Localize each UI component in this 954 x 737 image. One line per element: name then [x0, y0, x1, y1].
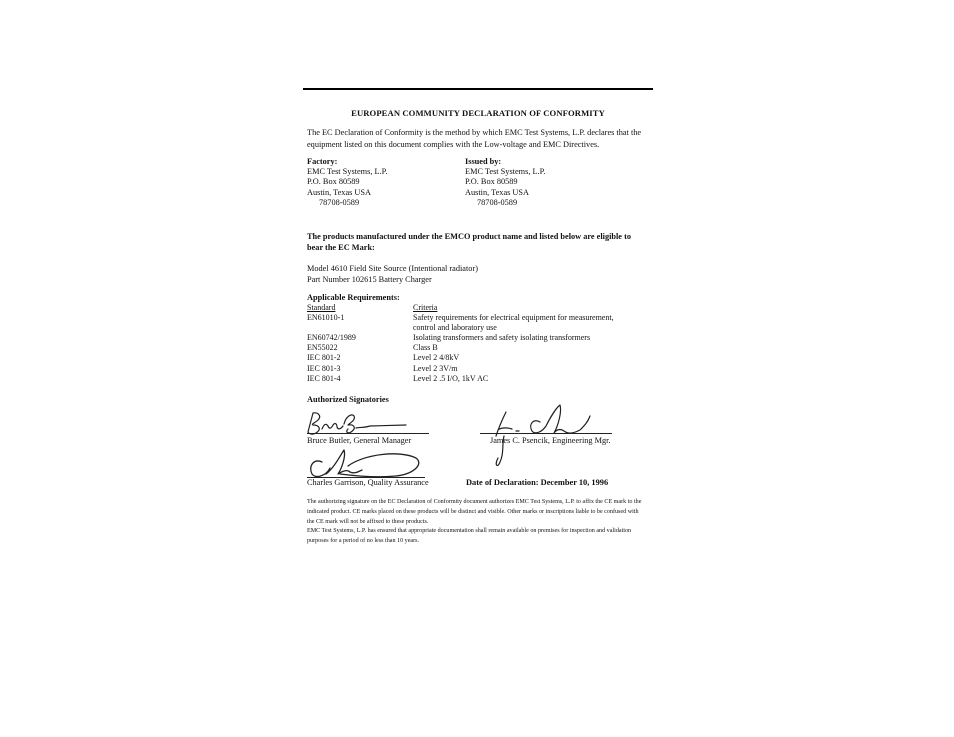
intro-paragraph: The EC Declaration of Conformity is the method by which EMC Test Systems, L.P. declares that the equipment listed on this document complies with the Low-voltage and EMC Directives.: [307, 128, 642, 149]
footnote-paragraph: The authorizing signature on the EC Declaration of Conformity document authorizes EMC Test Systems, L.P. to affix the CE mark to the indicated product. CE marks placed on these products will be distinct and visible. Other marks or inscriptions liable to be confused with the CE mark will not be affixed to these products.: [307, 499, 642, 525]
issued-by-heading: Issued by:: [465, 157, 502, 166]
standard-cell: EN55022: [307, 343, 338, 353]
requirements-table: [307, 303, 633, 384]
criteria-cell: Class B: [413, 343, 438, 353]
eligible-statement: The products manufactured under the EMCO product name and listed below are eligible to bear the EC Mark:: [307, 232, 631, 252]
factory-line: P.O. Box 80589: [307, 177, 360, 187]
factory-line: Austin, Texas USA: [307, 187, 372, 197]
criteria-cell: Level 2 4/8kV: [413, 353, 460, 363]
requirement-row: [307, 313, 633, 333]
requirement-row: [307, 353, 633, 363]
criteria-cell: Level 2 .5 I/O, 1kV AC: [413, 373, 489, 383]
issued-by-line: P.O. Box 80589: [465, 177, 518, 187]
requirement-row: [307, 333, 633, 343]
standard-cell: EN61010-1: [307, 313, 345, 323]
date-of-declaration: Date of Declaration: December 10, 1996: [466, 478, 609, 487]
product-item: Model 4610 Field Site Source (Intentional radiator): [307, 264, 478, 273]
factory-address: [307, 157, 387, 208]
issued-by-line: 78708-0589: [477, 197, 518, 207]
criteria-cell: Isolating transformers and safety isolating transformers: [413, 333, 591, 343]
factory-line: EMC Test Systems, L.P.: [307, 167, 388, 177]
butler-signature-line: [307, 433, 429, 434]
product-item: Part Number 102615 Battery Charger: [307, 274, 432, 284]
top-rule: [303, 88, 653, 90]
requirements-heading: Applicable Requirements:: [307, 293, 400, 302]
factory-line: 78708-0589: [319, 197, 360, 207]
requirement-row: [307, 374, 633, 384]
requirement-row: [307, 343, 633, 353]
standard-cell: EN60742/1989: [307, 333, 356, 343]
butler-signer-name: Bruce Butler, General Manager: [307, 436, 412, 445]
standard-column-header: Standard: [307, 303, 336, 312]
psencik-signer-name: James C. Psencik, Engineering Mgr.: [490, 436, 611, 445]
issued-by-line: Austin, Texas USA: [465, 187, 530, 197]
requirements-header-row: [307, 303, 633, 313]
standard-cell: IEC 801-3: [307, 363, 341, 373]
product-list: [307, 264, 478, 285]
garrison-signer-name: Charles Garrison, Quality Assurance: [307, 478, 429, 487]
document-title: EUROPEAN COMMUNITY DECLARATION OF CONFORMITY: [351, 108, 605, 118]
criteria-cell: Level 2 3V/m: [413, 363, 458, 373]
issued-by-address: [465, 157, 545, 208]
criteria-cell: Safety requirements for electrical equipment for measurement, control and laboratory use: [413, 313, 614, 333]
issued-by-line: EMC Test Systems, L.P.: [465, 167, 546, 177]
footnote-paragraph: EMC Test Systems, L.P. has ensured that appropriate documentation shall remain available on premises for inspection and validation purposes for a period of no less than 10 years.: [307, 528, 632, 545]
standard-cell: IEC 801-4: [307, 373, 341, 383]
garrison-signature: [304, 444, 426, 480]
factory-heading: Factory:: [307, 157, 338, 166]
footnote: [307, 498, 647, 547]
psencik-signature-line: [480, 433, 612, 434]
requirement-row: [307, 364, 633, 374]
standard-cell: IEC 801-2: [307, 353, 341, 363]
criteria-column-header: Criteria: [413, 303, 438, 312]
signatories-heading: Authorized Signatories: [307, 395, 389, 404]
